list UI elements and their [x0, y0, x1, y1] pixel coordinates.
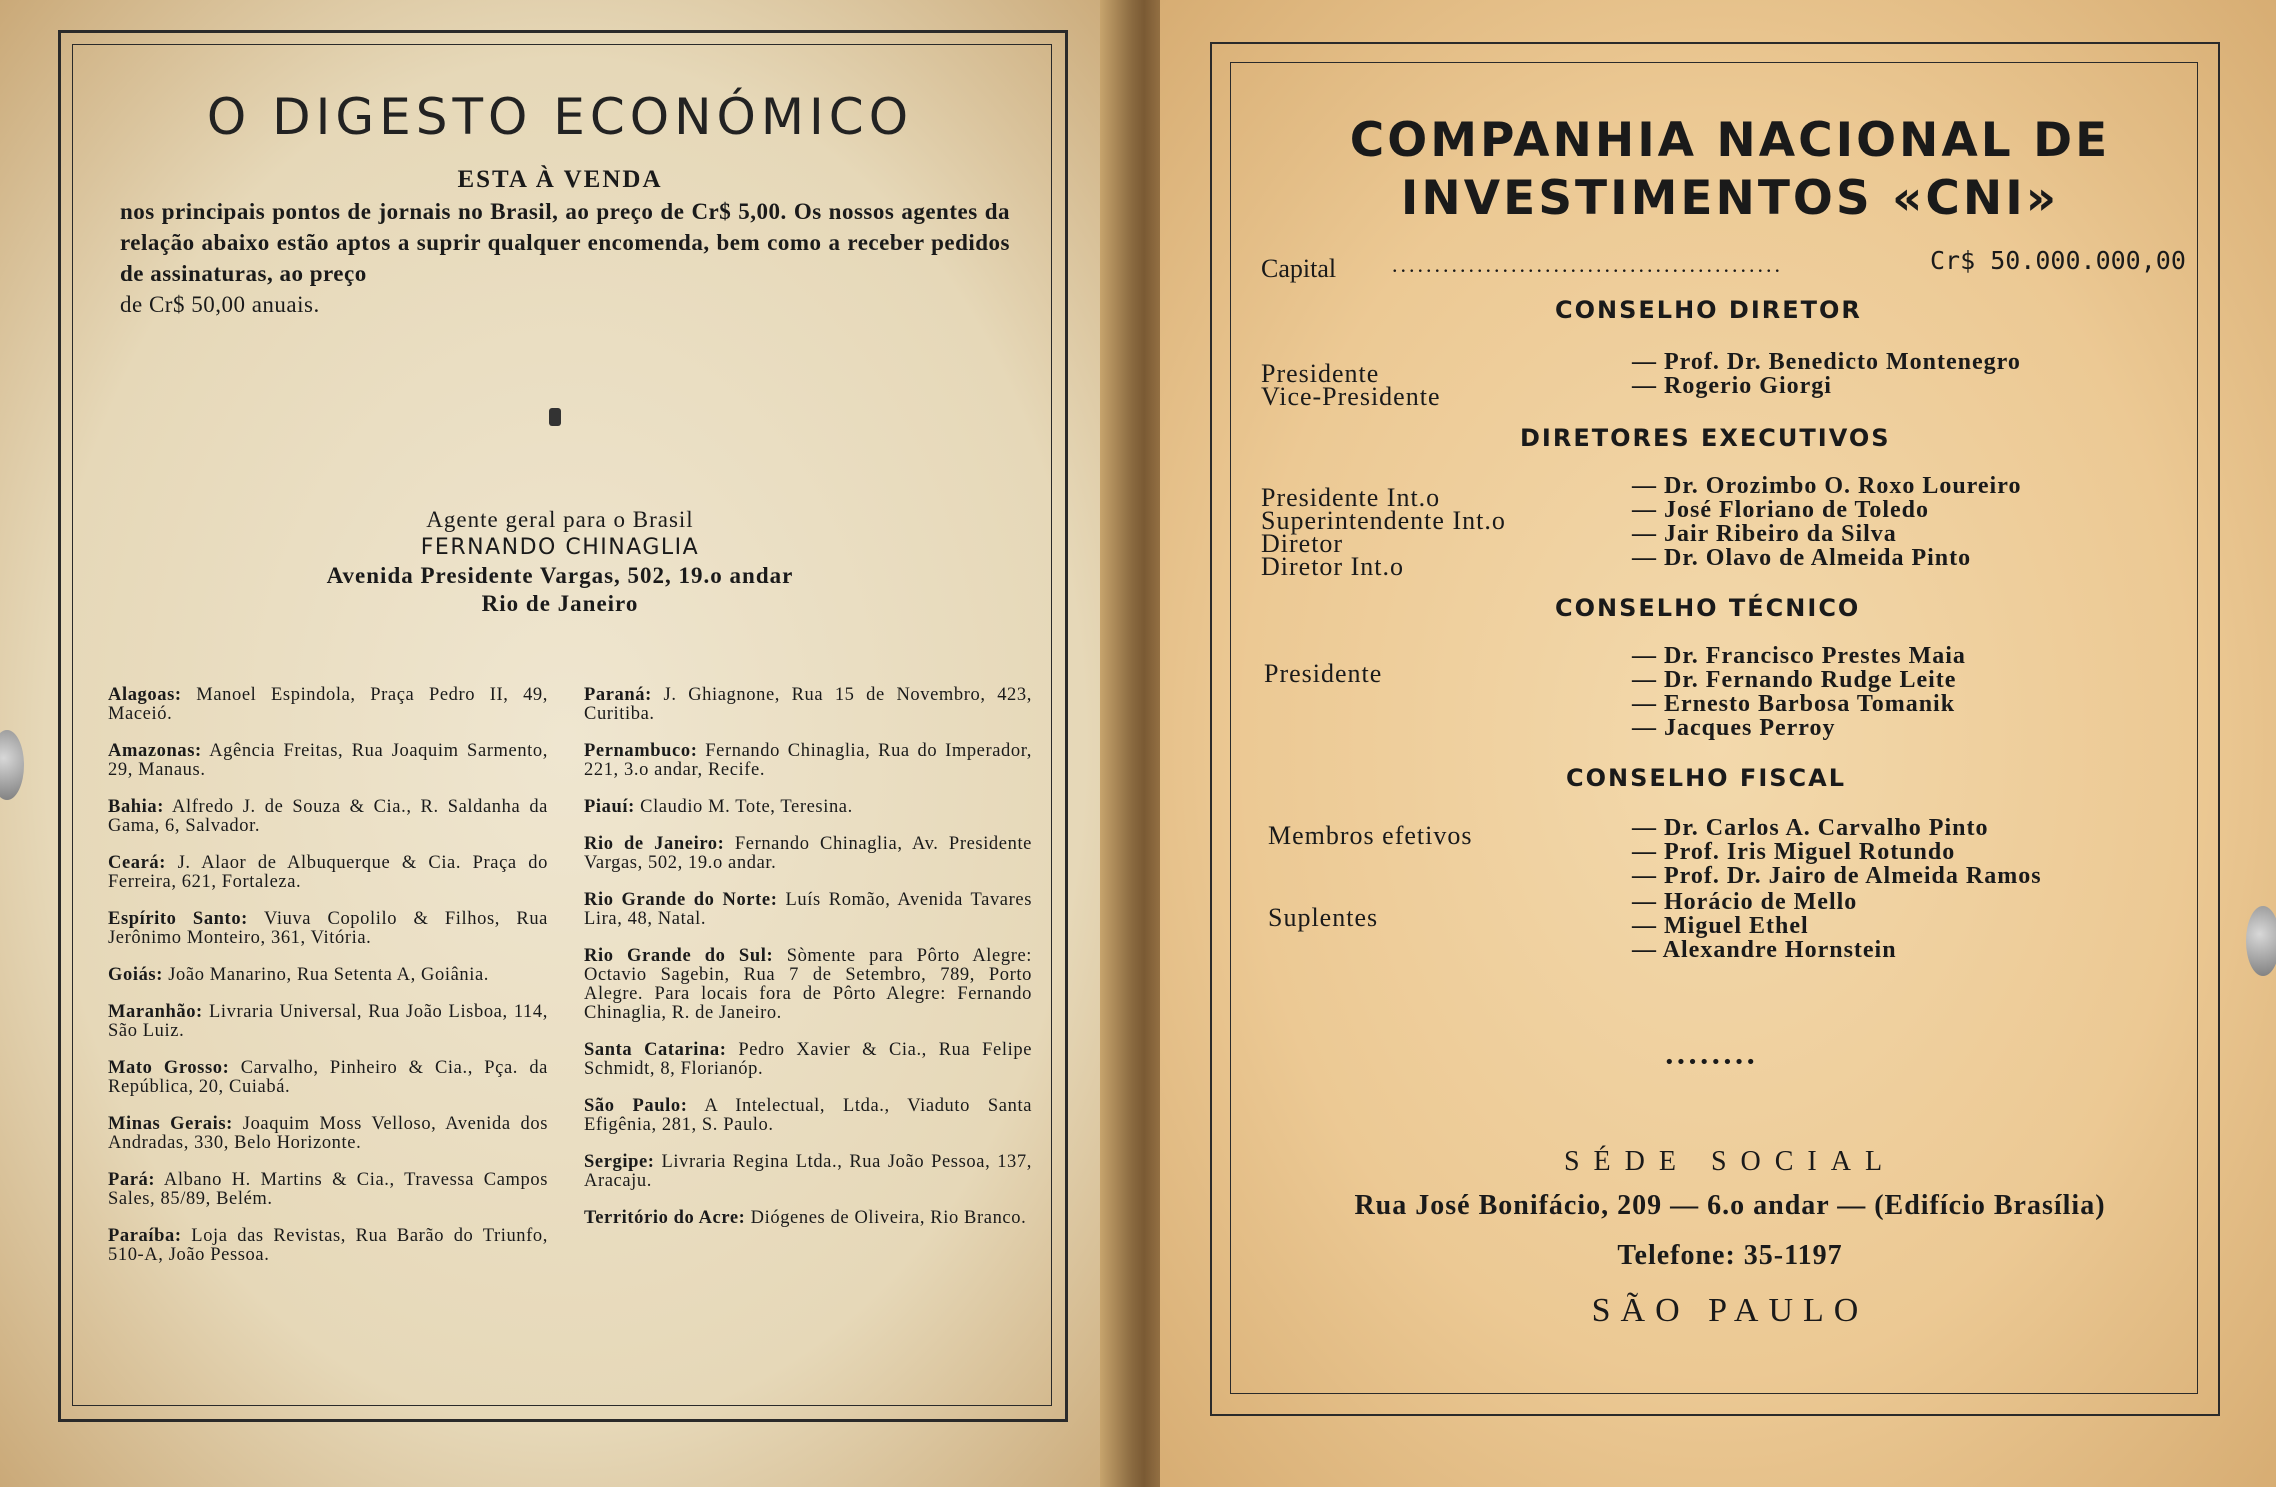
role: Presidente Int.o	[1261, 483, 1441, 512]
company-title	[1260, 112, 2200, 228]
agent-details: Fernando Chinaglia, Rua do Imperador, 221, 3.o andar, Recife.	[584, 741, 1032, 780]
member: — Miguel Ethel	[1632, 913, 1809, 939]
agent-entry	[108, 1003, 548, 1041]
agent-details: Sòmente para Pôrto Alegre: Octavio Sagebin, Rua 7 de Setembro, 789, Porto Alegre. Para locais fora de Pôrto Alegre: Fernando Chinaglia, R. de Janeiro.	[584, 946, 1033, 1023]
agent-details: Livraria Regina Ltda., Rua João Pessoa, 137, Aracaju.	[584, 1152, 1032, 1191]
role: Presidente	[1261, 359, 1380, 388]
capital-value: Cr$ 50.000.000,00	[1930, 246, 2186, 275]
agent-details: Manoel Espindola, Praça Pedro II, 49, Maceió.	[108, 685, 548, 724]
member: — José Floriano de Toledo	[1632, 497, 1930, 523]
conselho-diretor-heading: CONSELHO DIRETOR	[1555, 296, 1862, 324]
agent-state: Espírito Santo:	[108, 909, 248, 929]
agent-details: Viuva Copolilo & Filhos, Rua Jerônimo Monteiro, 361, Vitória.	[108, 909, 548, 948]
agent-details: Loja das Revistas, Rua Barão do Triunfo, 510-A, João Pessoa.	[108, 1226, 548, 1265]
agent-entry	[108, 1059, 548, 1097]
capital-leader-dots: ..............................................	[1392, 252, 1783, 277]
agent-details: Alfredo J. de Souza & Cia., R. Saldanha da Gama, 6, Salvador.	[108, 797, 548, 836]
title-line2: INVESTIMENTOS «CNI»	[1400, 171, 2060, 226]
agents-list-left	[108, 686, 548, 1283]
sede-social-label: SÉDE SOCIAL	[1563, 1146, 1897, 1177]
agent-city: Rio de Janeiro	[481, 591, 639, 616]
diretores-executivos-members	[1632, 474, 2021, 570]
agent-details: Pedro Xavier & Cia., Rua Felipe Schmidt, 8, Florianóp.	[584, 1040, 1033, 1079]
agent-details: Luís Romão, Avenida Tavares Lira, 48, Natal.	[584, 890, 1032, 929]
suplentes-label: Suplentes	[1268, 903, 1379, 932]
member: — Prof. Dr. Jairo de Almeida Ramos	[1632, 863, 2042, 889]
title-line1: COMPANHIA NACIONAL DE	[1349, 113, 2111, 168]
role: Vice-Presidente	[1261, 382, 1441, 411]
agent-name: FERNANDO CHINAGLIA	[420, 535, 700, 560]
agent-state: Goiás:	[108, 965, 163, 985]
sale-heading: ESTA À VENDA	[457, 166, 663, 193]
agent-details: Agência Freitas, Rua Joaquim Sarmento, 29, Manaus.	[108, 741, 548, 780]
agent-entry	[108, 742, 548, 780]
agent-details: Carvalho, Pinheiro & Cia., Pça. da República, 20, Cuiabá.	[108, 1058, 548, 1097]
membros-efetivos-label: Membros efetivos	[1268, 821, 1473, 850]
agent-state: Sergipe:	[584, 1152, 655, 1172]
agent-line1: Agente geral para o Brasil	[426, 507, 694, 532]
diretores-executivos-roles	[1261, 483, 1506, 581]
member: — Dr. Francisco Prestes Maia	[1632, 643, 1966, 669]
agent-state: Santa Catarina:	[584, 1040, 727, 1060]
diretores-executivos-heading: DIRETORES EXECUTIVOS	[1520, 424, 1891, 452]
agent-state: Minas Gerais:	[108, 1114, 233, 1134]
conselho-diretor-members	[1632, 350, 2021, 398]
agent-entry	[584, 835, 1032, 873]
conselho-tecnico-members	[1632, 644, 1966, 740]
agent-state: Piauí:	[584, 797, 635, 817]
agent-state: Maranhão:	[108, 1002, 203, 1022]
agent-state: Pernambuco:	[584, 741, 698, 761]
agent-entry	[584, 686, 1032, 724]
membros-efetivos-list	[1632, 816, 2042, 888]
role: Superintendente Int.o	[1261, 506, 1506, 535]
digesto-title: O DIGESTO ECONÓMICO	[206, 88, 914, 146]
intro-paragraph	[120, 196, 1010, 320]
conselho-tecnico-heading: CONSELHO TÉCNICO	[1555, 594, 1861, 622]
agent-entry	[584, 1097, 1032, 1135]
agent-state: Paraná:	[584, 685, 652, 705]
role: Diretor	[1261, 529, 1344, 558]
agent-entry	[584, 891, 1032, 929]
agent-state: Pará:	[108, 1170, 156, 1190]
member: — Ernesto Barbosa Tomanik	[1632, 691, 1956, 717]
agent-details: J. Alaor de Albuquerque & Cia. Praça do Ferreira, 621, Fortaleza.	[108, 853, 549, 892]
agent-details: João Manarino, Rua Setenta A, Goiânia.	[168, 965, 490, 985]
agent-entry	[584, 1041, 1032, 1079]
agent-details: Livraria Universal, Rua João Lisboa, 114, São Luiz.	[108, 1002, 548, 1041]
member: — Alexandre Hornstein	[1632, 937, 1897, 963]
agent-state: Ceará:	[108, 853, 167, 873]
agent-details: Fernando Chinaglia, Av. Presidente Vargas, 502, 19.o andar.	[584, 834, 1032, 873]
member: — Prof. Dr. Benedicto Montenegro	[1632, 349, 2021, 375]
conselho-tecnico-roles	[1264, 659, 1383, 688]
member: — Dr. Fernando Rudge Leite	[1632, 667, 1957, 693]
agent-state: Amazonas:	[108, 741, 202, 761]
intro-part2: de Cr$ 50,00 anuais.	[120, 292, 320, 317]
agent-entry	[108, 854, 548, 892]
member: — Dr. Carlos A. Carvalho Pinto	[1632, 815, 1989, 841]
member: — Jacques Perroy	[1632, 715, 1836, 741]
agent-entry	[584, 1209, 1032, 1228]
agent-entry	[108, 1115, 548, 1153]
general-agent-block	[160, 506, 960, 618]
agent-details: Claudio M. Tote, Teresina.	[640, 797, 853, 817]
agent-entry	[584, 947, 1032, 1023]
agent-details: Joaquim Moss Velloso, Avenida dos Andradas, 330, Belo Horizonte.	[108, 1114, 549, 1153]
agent-entry	[584, 1153, 1032, 1191]
suplentes-list	[1632, 890, 1897, 962]
conselho-diretor-roles	[1261, 359, 1441, 411]
cidade: SÃO PAULO	[1591, 1292, 1869, 1329]
capital-label: Capital	[1261, 254, 1337, 283]
agent-entry	[584, 742, 1032, 780]
agent-entry	[584, 798, 1032, 817]
agents-list-right	[584, 686, 1032, 1246]
agent-state: Rio Grande do Sul:	[584, 946, 774, 966]
member: — Prof. Iris Miguel Rotundo	[1632, 839, 1956, 865]
member: — Horácio de Mello	[1632, 889, 1858, 915]
role: Presidente	[1264, 659, 1383, 688]
intro-part1: nos principais pontos de jornais no Brasil, ao preço de Cr$ 5,00. Os nossos agentes da relação abaixo estão aptos a suprir qualquer encomenda, bem como a receber pedidos de assinaturas, ao preço	[120, 199, 1010, 286]
agent-entry	[108, 1227, 548, 1265]
binder-clip-right	[2246, 906, 2276, 976]
agent-details: Diógenes de Oliveira, Rio Branco.	[750, 1208, 1027, 1228]
member: — Dr. Olavo de Almeida Pinto	[1632, 545, 1972, 571]
agent-state: Rio Grande do Norte:	[584, 890, 778, 910]
agent-state: Mato Grosso:	[108, 1058, 230, 1078]
agent-entry	[108, 910, 548, 948]
agent-entry	[108, 686, 548, 724]
agent-state: São Paulo:	[584, 1096, 688, 1116]
agent-details: Albano H. Martins & Cia., Travessa Campos Sales, 85/89, Belém.	[108, 1170, 548, 1209]
role: Diretor Int.o	[1261, 552, 1404, 581]
agent-entry	[108, 798, 548, 836]
member: — Jair Ribeiro da Silva	[1632, 521, 1897, 547]
agent-state: Paraíba:	[108, 1226, 182, 1246]
agent-entry	[108, 1171, 548, 1209]
member: — Dr. Orozimbo O. Roxo Loureiro	[1632, 473, 2022, 499]
agent-state: Rio de Janeiro:	[584, 834, 725, 854]
agent-state: Bahia:	[108, 797, 165, 817]
telefone: Telefone: 35-1197	[1617, 1240, 1843, 1271]
agent-details: J. Ghiagnone, Rua 15 de Novembro, 423, Curitiba.	[584, 685, 1032, 724]
agent-entry	[108, 966, 548, 985]
conselho-fiscal-heading: CONSELHO FISCAL	[1566, 764, 1847, 792]
sede-address: Rua José Bonifácio, 209 — 6.o andar — (Edifício Brasília)	[1354, 1190, 2106, 1221]
agent-address: Avenida Presidente Vargas, 502, 19.o andar	[326, 563, 794, 588]
dots-ornament: ••••••••	[1664, 1052, 1757, 1073]
member: — Rogerio Giorgi	[1632, 373, 1832, 399]
ornament-icon	[549, 408, 561, 426]
agent-state: Território do Acre:	[584, 1208, 746, 1228]
agent-details: A Intelectual, Ltda., Viaduto Santa Efigênia, 281, S. Paulo.	[584, 1096, 1032, 1135]
agent-state: Alagoas:	[108, 685, 182, 705]
